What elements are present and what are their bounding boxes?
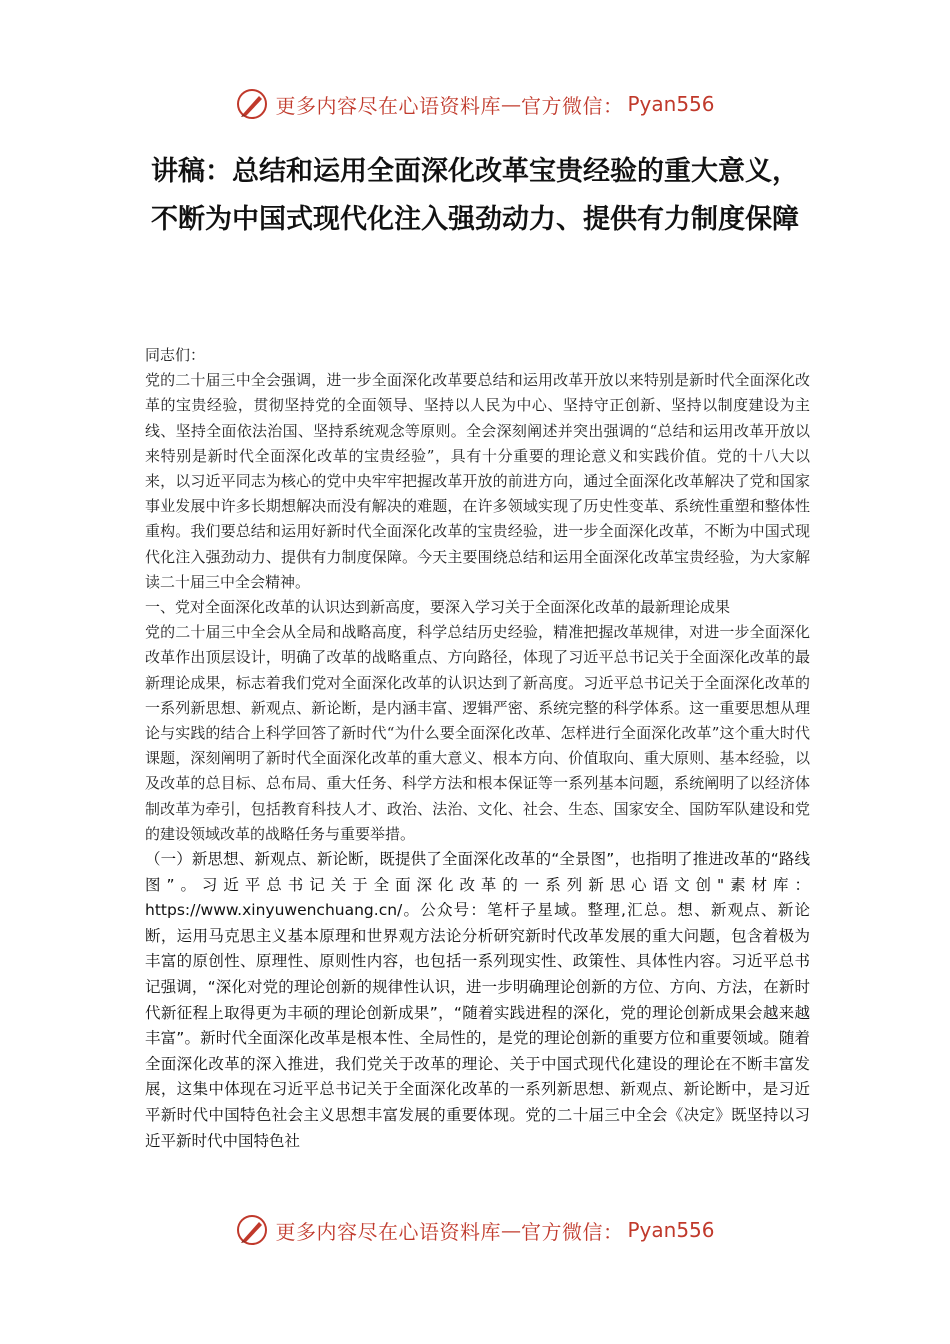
- section-heading-1: 一、党对全面深化改革的认识达到新高度，要深入学习关于全面深化改革的最新理论成果: [145, 598, 731, 617]
- paragraph-intro: 党的二十届三中全会强调，进一步全面深化改革要总结和运用改革开放以来特别是新时代全面深化改革的宝贵经验，贯彻坚持党的全面领导、坚持以人民为中心、坚持守正创新、坚持以制度建设为主线、坚持全面依法治国、坚持系统观念等原则。全会深刻阐述并突出强调的“总结和运用改革开放以来特别是新时代全面深化改革的宝贵经验”，具有十分重要的理论意义和实践价值。党的十八大以来，以习近平同志为核心的党中央牢牢把握改革开放的前进方向，通过全面深化改革解决了党和国家事业发展中许多长期想解决而没有解决的难题，在许多领域实现了历史性变革、系统性重塑和整体性重构。我们要总结和运用好新时代全面深化改革的宝贵经验，进一步全面深化改革，不断为中国式现代化注入强劲动力、提供有力制度保障。今天主要围绕总结和运用全面深化改革宝贵经验，为大家解读二十届三中全会精神。: [145, 371, 810, 591]
- document-title: 讲稿：总结和运用全面深化改革宝贵经验的重大意义，不断为中国式现代化注入强劲动力、提供有力制度保障: [151, 156, 799, 235]
- banner-contact: 官方微信：: [520, 1219, 624, 1244]
- pen-logo-icon: [235, 1213, 269, 1247]
- banner-id: Pyan556: [627, 92, 715, 116]
- header-banner: [0, 84, 950, 124]
- paragraph-subsection-1: （一）新思想、新观点、新论断，既提供了全面深化改革的“全景图”，也指明了推进改革的“路线图”。习近平总书记关于全面深化改革的一系列新思心语文创"素材库：https://www.xinyuwenchuang.cn/。公众号：笔杆子星域。整理,汇总。想、新观点、新论断，运用马克思主义基本原理和世界观方法论分析研究新时代改革发展的重大问题，包含着极为丰富的原创性、原理性、原则性内容，也包括一系列现实性、政策性、具体性内容。习近平总书记强调，“深化对党的理论创新的规律性认识，进一步明确理论创新的方位、方向、方法，在新时代新征程上取得更为丰硕的理论创新成果”，“随着实践进程的深化，党的理论创新成果会越来越丰富”。新时代全面深化改革是根本性、全局性的，是党的理论创新的重要方位和重要领域。随着全面深化改革的深入推进，我们党关于改革的理论、关于中国式现代化建设的理论在不断丰富发展，这集中体现在习近平总书记关于全面深化改革的一系列新思想、新观点、新论断中，是习近平新时代中国特色社会主义思想丰富发展的重要体现。党的二十届三中全会《决定》既坚持以习近平新时代中国特色社: [145, 850, 810, 1150]
- banner-text: 更多内容尽在心语资料库: [275, 93, 501, 118]
- greeting: 同志们：: [145, 346, 206, 364]
- banner-contact: 官方微信：: [520, 93, 624, 118]
- banner-separator: —: [500, 1218, 521, 1242]
- pen-logo-icon: [235, 87, 269, 121]
- footer-banner: [0, 1210, 950, 1250]
- banner-id: Pyan556: [627, 1218, 715, 1242]
- paragraph-section-1: 党的二十届三中全会从全局和战略高度，科学总结历史经验，精准把握改革规律，对进一步全面深化改革作出顶层设计，明确了改革的战略重点、方向路径，体现了习近平总书记关于全面深化改革的最新理论成果，标志着我们党对全面深化改革的认识达到了新高度。习近平总书记关于全面深化改革的一系列新思想、新观点、新论断，是内涵丰富、逻辑严密、系统完整的科学体系。这一重要思想从理论与实践的结合上科学回答了新时代“为什么要全面深化改革、怎样进行全面深化改革”这个重大时代课题，深刻阐明了新时代全面深化改革的重大意义、根本方向、价值取向、重大原则、基本经验，以及改革的总目标、总布局、重大任务、科学方法和根本保证等一系列基本问题，系统阐明了以经济体制改革为牵引，包括教育科技人才、政治、法治、文化、社会、生态、国家安全、国防军队建设和党的建设领域改革的战略任务与重要举措。: [145, 623, 810, 843]
- document-body: [145, 343, 810, 1154]
- banner-text: 更多内容尽在心语资料库: [275, 1219, 501, 1244]
- banner-separator: —: [500, 92, 521, 116]
